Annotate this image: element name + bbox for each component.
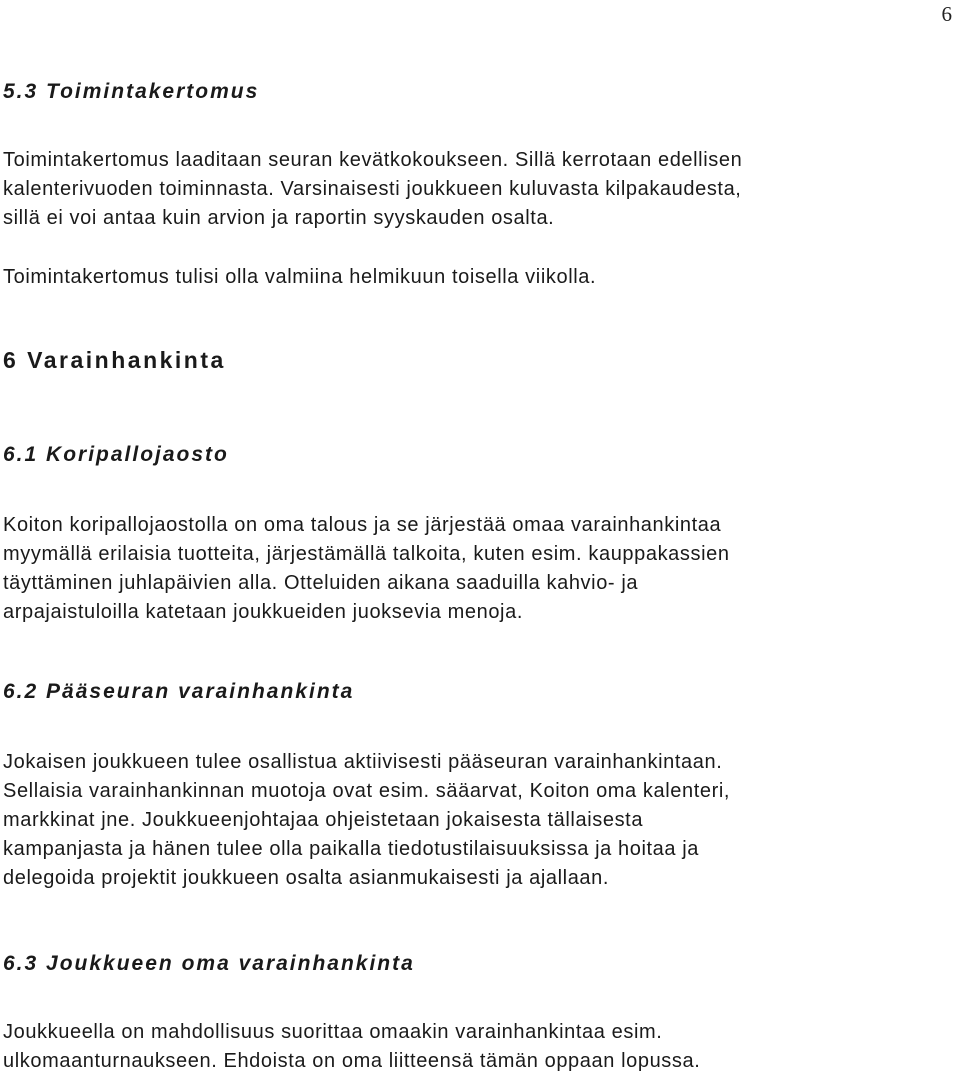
text-line: Jokaisen joukkueen tulee osallistua aktiivisesti pääseuran varainhankintaan. (3, 751, 723, 773)
text-line: täyttäminen juhlapäivien alla. Otteluiden aikana saaduilla kahvio- ja (3, 572, 639, 594)
text-line: kampanjasta ja hänen tulee olla paikalla tiedotustilaisuuksissa ja hoitaa ja (3, 838, 700, 860)
paragraph-joukkueen-oma-varainhankinta (3, 1018, 700, 1076)
text-line: kalenterivuoden toiminnasta. Varsinaisesti joukkueen kuluvasta kilpakaudesta, (3, 178, 742, 200)
text-line: Koiton koripallojaostolla on oma talous ja se järjestää omaa varainhankintaa (3, 514, 722, 536)
chapter-heading-6: 6 Varainhankinta (3, 347, 226, 373)
text-line: markkinat jne. Joukkueenjohtajaa ohjeistetaan jokaisesta tällaisesta (3, 809, 644, 831)
section-heading-6-2: 6.2 Pääseuran varainhankinta (3, 680, 355, 703)
text-line: ulkomaanturnaukseen. Ehdoista on oma liitteensä tämän oppaan lopussa. (3, 1050, 701, 1072)
text-line: Toimintakertomus tulisi olla valmiina helmikuun toisella viikolla. (3, 266, 597, 288)
section-heading-6-3: 6.3 Joukkueen oma varainhankinta (3, 952, 415, 975)
text-line: Joukkueella on mahdollisuus suorittaa omaakin varainhankintaa esim. (3, 1021, 663, 1043)
paragraph-toimintakertomus-deadline (3, 263, 596, 292)
text-line: Toimintakertomus laaditaan seuran kevätkokoukseen. Sillä kerrotaan edellisen (3, 149, 743, 171)
paragraph-toimintakertomus-intro (3, 146, 742, 233)
page-number: 6 (941, 2, 952, 26)
text-line: arpajaistuloilla katetaan joukkueiden juoksevia menoja. (3, 601, 523, 623)
text-line: delegoida projektit joukkueen osalta asianmukaisesti ja ajallaan. (3, 867, 610, 889)
paragraph-koripallojaosto (3, 511, 730, 627)
paragraph-paaseuran-varainhankinta (3, 748, 730, 893)
text-line: myymällä erilaisia tuotteita, järjestämällä talkoita, kuten esim. kauppakassien (3, 543, 730, 565)
section-heading-6-1: 6.1 Koripallojaosto (3, 443, 229, 466)
section-heading-5-3: 5.3 Toimintakertomus (3, 80, 260, 103)
text-line: Sellaisia varainhankinnan muotoja ovat esim. sääarvat, Koiton oma kalenteri, (3, 780, 731, 802)
text-line: sillä ei voi antaa kuin arvion ja raportin syyskauden osalta. (3, 207, 555, 229)
